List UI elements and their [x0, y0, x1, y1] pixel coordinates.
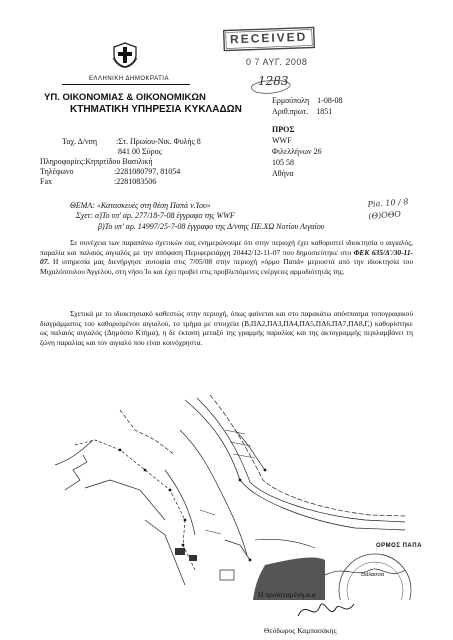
recipient-heading: ΠΡΟΣ	[272, 125, 295, 134]
sender-info-label: Πληροφορίες:	[40, 157, 86, 166]
subject-ref-label: Σχετ:	[76, 211, 93, 220]
subject-ref-a	[76, 211, 235, 221]
sender-phone-label: Τηλέφωνο	[40, 167, 74, 176]
ref-protocol	[272, 107, 332, 117]
ref-date-value: 1-08-08	[317, 96, 343, 105]
map-bay-label: ΟΡΜΟΣ ΠΑΠΑ	[376, 543, 422, 549]
body-paragraph-1-a: Σε συνέχεια των παραπάνω σχετικών σας ενημερώνουμε ότι στην περιοχή έχει καθοριστεί ιδιοκτησία ο αιγιαλός, παραλία και παλαιός αιγιαλός με την απόφαση Περιφερειάρχη 20442/12-11-07 που δημοσιεύτηκε στο	[40, 238, 413, 257]
subject-ref-a-text: α)Το υπ' αρ. 277/18-7-08 έγγραφο της WWF	[94, 211, 235, 220]
sender-info-value: Κηπρτίδου Βασιλική	[85, 157, 153, 166]
ref-protocol-value: 1851	[316, 107, 333, 116]
body-paragraph-2: Σχετικά με το ιδιοκτησιακό καθεστώς στην περιοχή, όπως φαίνεται και στο παρακάτω απόσπασμα τοπογραφικού διαγράμματος του καθορισμένου αιγιαλού, το τμήμα με στοιχεία (Β,ΠΑ2,ΠΑ3,ΠΑ4,ΠΑ5,ΠΑ6,ΠΑ7,ΠΑ8,Γ,) καθορίστηκε ως παλαιός αιγιαλός (Δημόσιο Κτήμα), η δε έκταση μεταξύ της γραμμής παραλίας και της ακτογραμμής περιλαμβάνει τη ζώνη παραλίας και τον αιγιαλό που είναι κοινόχρηστα.	[40, 309, 413, 347]
ref-protocol-label: Αριθ.πρωτ.	[272, 107, 309, 116]
subject-value: «Κατασκευές στη θέση Παπά ν.Ίου»	[96, 201, 211, 210]
ministry-name: ΥΠ. ΟΙΚΟΝΟΜΙΑΣ & ΟΙΚΟΝΟΜΙΚΩΝ	[44, 92, 206, 103]
recipient-line3: 105 58	[272, 158, 294, 167]
stamp-date: 0 7 ΑΥΓ. 2008	[246, 57, 308, 67]
subject-line	[70, 201, 211, 211]
recipient-line2: Φιλελλήνων 26	[272, 147, 322, 156]
sender-info	[40, 157, 153, 167]
signature-title: Η προϊσταμένη α.α	[258, 590, 316, 599]
sender-address-line2: 841 00 Σύρος	[118, 147, 162, 156]
body-fek-reference: ΦΕΚ 635/Δ'/30-11-07.	[40, 247, 413, 267]
service-name: ΚΤΗΜΑΤΙΚΗ ΥΠΗΡΕΣΙΑ ΚΥΚΛΑΔΩΝ	[70, 104, 242, 115]
topographic-map-extract	[25, 370, 425, 600]
sender-fax-value: :2281083506	[114, 177, 157, 186]
subject-label: ΘΕΜΑ:	[70, 201, 95, 210]
signature-name: Θεόδωρος Καμπασάκης	[264, 626, 337, 635]
body-paragraph-1-b: Η υπηρεσία μας διενήργησε αυτοψία στις 7/05/08 στην περιοχή «όρμο Παπά» μεριοστά από την ιδιοκτησία του Μιχαλόπουλου Άγγελου, στη νήσο Ίο και έχει προβεί στις προβλεπόμενες ενέργειες αρμοδιότητάς της.	[40, 257, 413, 276]
handwritten-signature	[296, 594, 356, 624]
sender-address-label: Ταχ. Δ/νση	[62, 137, 98, 146]
body-paragraph-1	[40, 238, 413, 276]
map-sea-label: Θάλασσα	[361, 572, 384, 578]
ref-date	[272, 96, 343, 106]
ref-date-label: Ερμούπολη	[272, 96, 310, 105]
greek-coat-of-arms-icon	[112, 42, 138, 68]
sender-fax-label: Fax	[40, 177, 52, 186]
sender-phone-value: :2281080797, 81054	[114, 167, 181, 176]
stamp-number: 1283	[258, 74, 289, 88]
recipient-line4: Αθήνα	[272, 169, 294, 178]
subject-ref-b: β)Το υπ' αρ. 14997/25-7-08 έγγραφο της Δ/νσης ΠΕ.ΧΩ Νοτίου Αιγαίου	[98, 222, 325, 231]
stamp-label: RECEIVED	[229, 29, 308, 47]
letterhead-rule	[62, 84, 190, 85]
recipient-line1: WWF	[272, 136, 292, 145]
state-label: ΕΛΛΗΝΙΚΗ ΔΗΜΟΚΡΑΤΙΑ	[89, 76, 169, 82]
handwritten-note: Pia. 10 / 8 (Θ)ΟΘΟ	[367, 197, 409, 221]
sender-address-line1: :Στ. Πρωίου-Νικ. Φυλής 8	[116, 137, 201, 146]
